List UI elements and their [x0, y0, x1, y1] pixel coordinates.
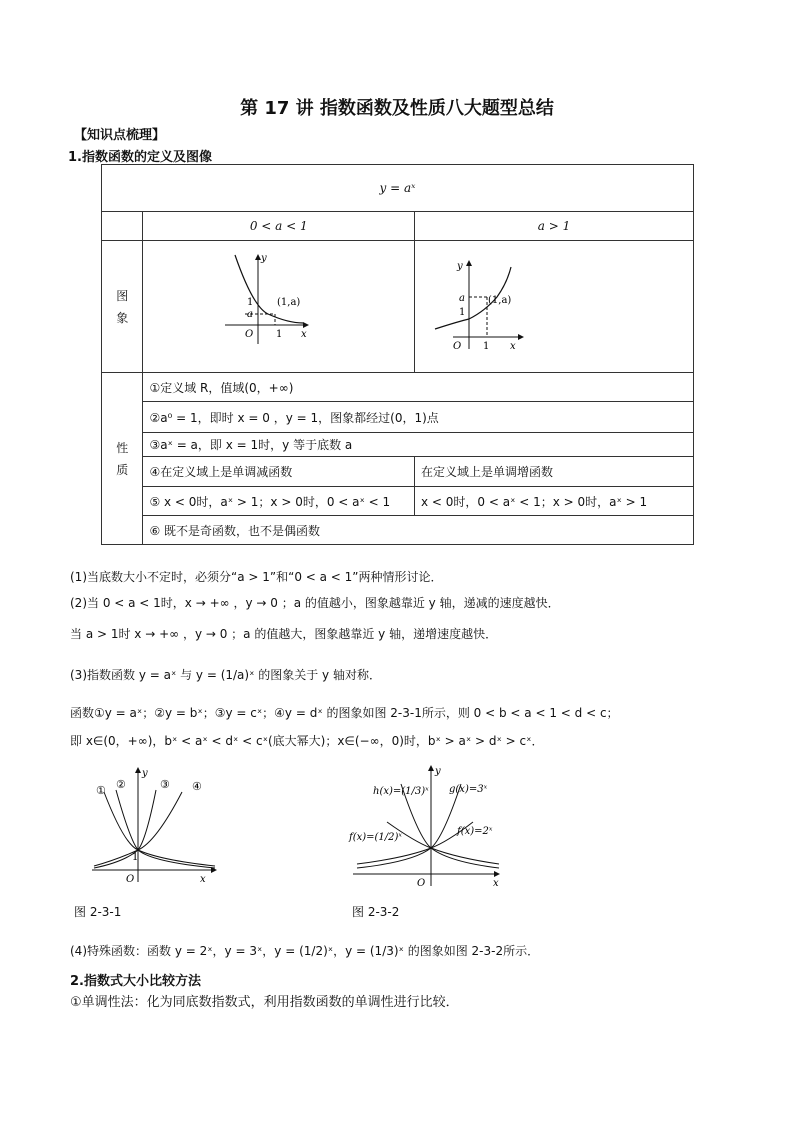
- axis-x-label: x: [510, 341, 516, 352]
- fig2-origin: O: [417, 878, 426, 889]
- one-x-label: 1: [483, 341, 490, 352]
- paragraph-3: 当 a > 1时 x → +∞ ，y → 0 ；a 的值越大，图象越靠近 y 轴，递增速度越快．: [70, 627, 498, 641]
- fig2-g-label: g(x)=3ˣ: [449, 784, 488, 795]
- prop-label: 性质: [116, 440, 129, 477]
- paragraph-6: 即 x∈(0，+∞)，bˣ < aˣ < dˣ < cˣ(底大幂大)；x∈(−∞，0)时，bˣ > aˣ > dˣ > cˣ．: [70, 734, 544, 748]
- paragraph-4: (3)指数函数 y = aˣ 与 y = (1/a)ˣ 的图象关于 y 轴对称．: [70, 668, 381, 682]
- prop-4-left: ④在定义域上是单调减函数: [143, 457, 415, 487]
- property-table: [101, 164, 694, 545]
- point-label: (1,a): [488, 295, 512, 306]
- fig1-one: 1: [132, 852, 139, 863]
- section-label: 【知识点梳理】: [74, 128, 166, 143]
- heading-definition: 1.指数函数的定义及图像: [68, 150, 212, 165]
- increasing-graph-svg: [415, 241, 693, 369]
- figure-caption-1: 图 2-3-1: [74, 905, 122, 919]
- fig2-h-label: h(x)=(1/3)ˣ: [373, 786, 429, 797]
- a-label: a: [247, 309, 254, 320]
- graph-decreasing: [143, 241, 415, 373]
- paragraph-2: (2)当 0 < a < 1时，x → +∞ ，y → 0 ；a 的值越小，图象越靠近 y 轴，递减的速度越快．: [70, 596, 560, 610]
- prop-2: ②a⁰ = 1，即时 x = 0 ，y = 1，图象都经过(0，1)点: [143, 402, 694, 433]
- fig2-x-label: x: [493, 878, 499, 889]
- curve-label-1: ①: [96, 784, 106, 797]
- prop-4-right: 在定义域上是单调增函数: [415, 457, 694, 487]
- one-y-label: 1: [459, 307, 466, 318]
- prop-row-label: [102, 373, 143, 545]
- fig2-y-label: y: [435, 766, 441, 777]
- fig1-origin: O: [126, 874, 135, 885]
- col-header-lt1: 0 < a < 1: [143, 212, 415, 241]
- graph-row-label: [102, 241, 143, 373]
- graph-increasing: [415, 241, 694, 373]
- curve-label-3: ③: [160, 778, 170, 791]
- a-label: a: [459, 293, 465, 304]
- fig2-f2-label: f(x)=(1/2)ˣ: [349, 832, 402, 843]
- point-label: (1,a): [277, 297, 301, 308]
- figure-caption-2: 图 2-3-2: [352, 905, 400, 919]
- prop-3: ③aˣ = a，即 x = 1时，y 等于底数 a: [143, 433, 694, 457]
- prop-5-left: ⑤ x < 0时，aˣ > 1；x > 0时，0 < aˣ < 1: [143, 487, 415, 516]
- one-y-label: 1: [247, 297, 254, 308]
- one-x-label: 1: [276, 329, 283, 340]
- paragraph-last: ①单调性法：化为同底数指数式，利用指数函数的单调性进行比较．: [70, 995, 459, 1010]
- graph-label: 图象: [116, 288, 129, 325]
- figure-2-3-2: [345, 762, 515, 892]
- empty-cell: [102, 212, 143, 241]
- curve-label-4: ④: [192, 780, 202, 793]
- prop-1: ①定义域 R，值域(0，+∞): [143, 373, 694, 402]
- curve-label-2: ②: [116, 778, 126, 791]
- decreasing-graph-svg: [143, 241, 402, 369]
- paragraph-1: (1)当底数大小不定时，必须分“a > 1”和“0 < a < 1”两种情形讨论．: [70, 570, 443, 584]
- axis-x-label: x: [301, 329, 308, 340]
- axis-y-label: y: [457, 261, 463, 272]
- col-header-gt1: a > 1: [415, 212, 694, 241]
- prop-6: ⑥ 既不是奇函数，也不是偶函数: [143, 516, 694, 545]
- figure-2-3-1: [80, 762, 230, 892]
- page-title: 第 17 讲 指数函数及性质八大题型总结: [240, 98, 554, 119]
- paragraph-7: (4)特殊函数：函数 y = 2ˣ，y = 3ˣ，y = (1/2)ˣ，y = (1/3)ˣ 的图象如图 2-3-2所示．: [70, 944, 540, 958]
- prop-5-right: x < 0时，0 < aˣ < 1；x > 0时，aˣ > 1: [415, 487, 694, 516]
- table-formula: y = aˣ: [102, 165, 694, 212]
- fig2-f1-label: f(x)=2ˣ: [457, 826, 493, 837]
- fig1-x-label: x: [200, 874, 206, 885]
- fig1-y-label: y: [142, 768, 148, 779]
- heading-comparison: 2.指数式大小比较方法: [70, 974, 201, 989]
- origin-label: O: [453, 341, 462, 352]
- paragraph-5: 函数①y = aˣ；②y = bˣ；③y = cˣ；④y = dˣ 的图象如图 2-3-1所示，则 0 < b < a < 1 < d < c；: [70, 706, 619, 720]
- axis-y-label: y: [261, 253, 268, 264]
- origin-label: O: [245, 329, 254, 340]
